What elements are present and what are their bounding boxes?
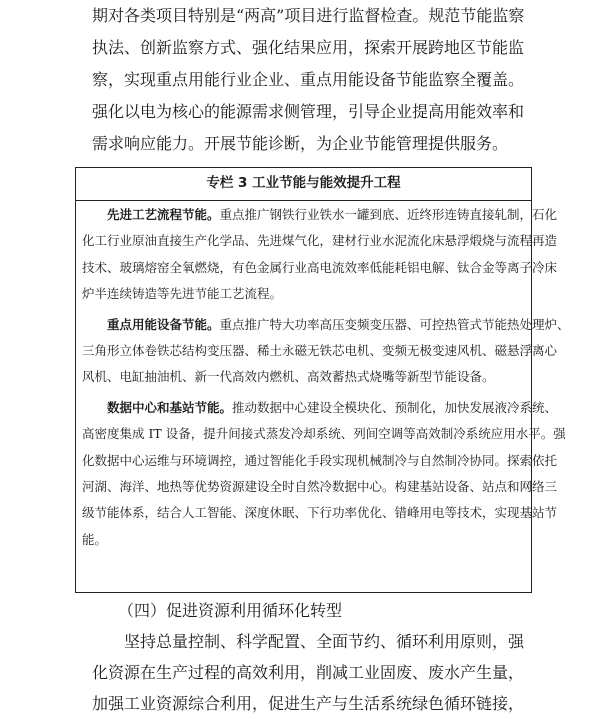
item-text: 重点推广特大功率高压变频变压器、可控热管式节能热处理炉、	[219, 316, 570, 332]
item-first-line	[82, 202, 558, 228]
item-line: 高密度集成 IT 设备，提升间接式蒸发冷却系统、列间空调等高效制冷系统应用水平。强	[82, 426, 566, 442]
item-heading: 先进工艺流程节能。	[107, 207, 220, 222]
box-item-datacenter	[82, 395, 566, 553]
section-heading: （四）促进资源利用循环化转型	[118, 601, 343, 620]
closing-line: 坚持总量控制、科学配置、全面节约、循环利用原则，强	[124, 632, 525, 651]
intro-line: 执法、创新监察方式、强化结果应用，探索开展跨地区节能监	[92, 38, 525, 57]
item-heading: 数据中心和基站节能。	[107, 399, 233, 415]
item-line: 化工行业原油直接生产化学品、先进煤气化，建材行业水泥流化床悬浮煅烧与流程再造	[82, 233, 558, 249]
box-item-process	[82, 202, 558, 308]
box-body	[82, 202, 570, 553]
item-text: 重点推广钢铁行业铁水一罐到底、近终形连铸直接轧制，石化	[219, 207, 558, 222]
closing-paragraph	[92, 626, 532, 719]
item-line: 河湖、海洋、地热等优势资源建设全时自然冷数据中心。构建基站设备、站点和网络三	[82, 478, 558, 494]
box-item-equipment	[82, 312, 570, 391]
item-first-line	[82, 312, 570, 338]
item-line: 风机、电缸抽油机、新一代高效内燃机、高效蓄热式烧嘴等新型节能设备。	[82, 369, 495, 385]
item-line: 能。	[82, 531, 108, 547]
closing-line: 化资源在生产过程的高效利用，削减工业固废、废水产生量，	[92, 663, 525, 682]
item-line: 化数据中心运维与环境调控，通过智能化手段实现机械制冷与自然制冷协同。探索依托	[82, 452, 558, 468]
item-line: 技术、玻璃熔窑全氧燃烧，有色金属行业高电流效率低能耗铝电解、钛合金等离子冷床	[82, 259, 558, 275]
item-first-line	[82, 395, 558, 421]
intro-line: 强化以电为核心的能源需求侧管理，引导企业提高用能效率和	[92, 102, 525, 121]
item-heading: 重点用能设备节能。	[107, 316, 220, 332]
box-title: 专栏 3 工业节能与能效提升工程	[76, 168, 531, 201]
intro-line: 需求响应能力。开展节能诊断，为企业节能管理提供服务。	[92, 134, 509, 153]
intro-paragraph	[92, 0, 532, 160]
item-line: 炉半连续铸造等先进节能工艺流程。	[82, 286, 283, 302]
item-line: 三角形立体卷铁芯结构变压器、稀土永磁无铁芯电机、变频无极变速风机、磁悬浮离心	[82, 342, 558, 358]
intro-line: 察，实现重点用能行业企业、重点用能设备节能监察全覆盖。	[92, 70, 525, 89]
item-line: 级节能体系，结合人工智能、深度休眠、下行功率优化、错峰用电等技术，实现基站节	[82, 505, 558, 521]
feature-box	[75, 167, 570, 593]
intro-line: 期对各类项目特别是“两高”项目进行监督检查。规范节能监察	[92, 6, 525, 25]
closing-line: 加强工业资源综合利用，促进生产与生活系统绿色循环链接，	[92, 694, 525, 713]
item-text: 推动数据中心建设全模块化、预制化，加快发展液冷系统、	[232, 399, 558, 415]
